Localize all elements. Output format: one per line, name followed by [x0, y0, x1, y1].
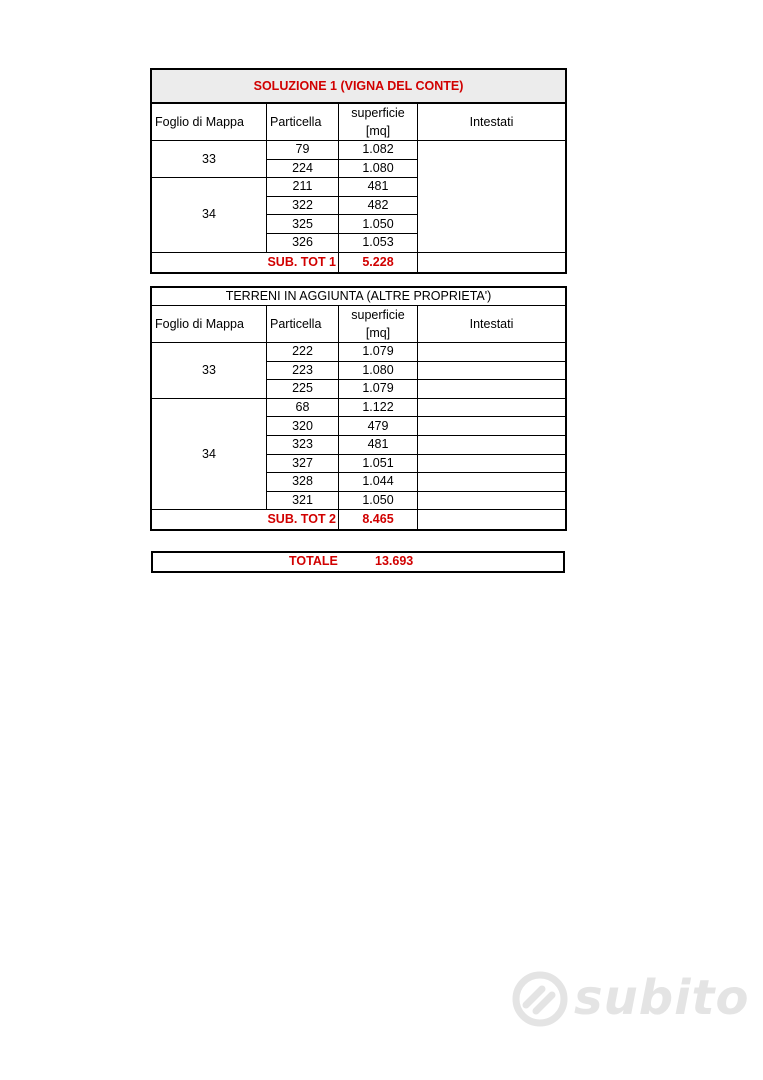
superficie-cell: 1.080: [339, 361, 418, 380]
table-title: SOLUZIONE 1 (VIGNA DEL CONTE): [152, 70, 566, 104]
particella-cell: 224: [267, 159, 339, 178]
subtotal-empty: [152, 252, 267, 272]
superficie-cell: 482: [339, 196, 418, 215]
intestati-cell: [418, 491, 566, 510]
superficie-cell: 1.079: [339, 343, 418, 362]
header-superficie: [339, 103, 418, 141]
intestati-cell: [418, 141, 566, 253]
header-superficie-line1: superficie: [351, 308, 405, 322]
total-value: 13.693: [375, 554, 414, 568]
table-title-row: [152, 288, 566, 306]
particella-cell: 322: [267, 196, 339, 215]
particella-cell: 323: [267, 435, 339, 454]
subtotal-row: [152, 510, 566, 530]
header-superficie: [339, 306, 418, 343]
particella-cell: 223: [267, 361, 339, 380]
subtotal-label: SUB. TOT 2: [267, 510, 339, 530]
superficie-cell: 1.050: [339, 215, 418, 234]
header-intestati: Intestati: [418, 103, 566, 141]
particella-cell: 79: [267, 141, 339, 160]
header-foglio: Foglio di Mappa: [152, 103, 267, 141]
header-particella: Particella: [267, 306, 339, 343]
foglio-cell: 33: [152, 343, 267, 399]
intestati-cell: [418, 435, 566, 454]
total-label: TOTALE: [289, 554, 338, 568]
table-row: [152, 398, 566, 417]
particella-cell: 328: [267, 473, 339, 492]
header-intestati: Intestati: [418, 306, 566, 343]
total-box: [151, 551, 565, 573]
table-terreni-aggiunta: [151, 287, 566, 530]
particella-cell: 321: [267, 491, 339, 510]
particella-cell: 320: [267, 417, 339, 436]
particella-cell: 327: [267, 454, 339, 473]
header-foglio: Foglio di Mappa: [152, 306, 267, 343]
superficie-cell: 479: [339, 417, 418, 436]
superficie-cell: 1.122: [339, 398, 418, 417]
subtotal-intestati: [418, 252, 566, 272]
intestati-cell: [418, 361, 566, 380]
table-title-row: [152, 70, 566, 104]
subito-logo-icon: [512, 971, 568, 1027]
particella-cell: 225: [267, 380, 339, 399]
header-row: [152, 306, 566, 343]
intestati-cell: [418, 454, 566, 473]
particella-cell: 68: [267, 398, 339, 417]
subtotal-label: SUB. TOT 1: [267, 252, 339, 272]
superficie-cell: 481: [339, 178, 418, 197]
header-particella: Particella: [267, 103, 339, 141]
table-title: TERRENI IN AGGIUNTA (ALTRE PROPRIETA'): [152, 288, 566, 306]
subtotal-intestati: [418, 510, 566, 530]
particella-cell: 222: [267, 343, 339, 362]
foglio-cell: 34: [152, 178, 267, 252]
superficie-cell: 1.053: [339, 233, 418, 252]
foglio-cell: 33: [152, 141, 267, 178]
superficie-cell: 1.050: [339, 491, 418, 510]
intestati-cell: [418, 417, 566, 436]
header-superficie-line1: superficie: [351, 106, 405, 120]
subtotal-empty: [152, 510, 267, 530]
subtotal-row: [152, 252, 566, 272]
superficie-cell: 1.079: [339, 380, 418, 399]
watermark: [512, 968, 750, 1030]
superficie-cell: 1.051: [339, 454, 418, 473]
subtotal-value: 5.228: [339, 252, 418, 272]
intestati-cell: [418, 380, 566, 399]
intestati-cell: [418, 398, 566, 417]
table-row: [152, 343, 566, 362]
particella-cell: 326: [267, 233, 339, 252]
watermark-text: subito: [574, 970, 750, 1026]
foglio-cell: 34: [152, 398, 267, 510]
superficie-cell: 481: [339, 435, 418, 454]
superficie-cell: 1.044: [339, 473, 418, 492]
subtotal-value: 8.465: [339, 510, 418, 530]
table-row: [152, 141, 566, 160]
header-superficie-line2: [mq]: [365, 326, 391, 340]
header-row: [152, 103, 566, 141]
intestati-cell: [418, 343, 566, 362]
table-soluzione-1: [151, 69, 566, 273]
intestati-cell: [418, 473, 566, 492]
superficie-cell: 1.080: [339, 159, 418, 178]
header-superficie-line2: [mq]: [365, 124, 391, 138]
particella-cell: 211: [267, 178, 339, 197]
particella-cell: 325: [267, 215, 339, 234]
superficie-cell: 1.082: [339, 141, 418, 160]
